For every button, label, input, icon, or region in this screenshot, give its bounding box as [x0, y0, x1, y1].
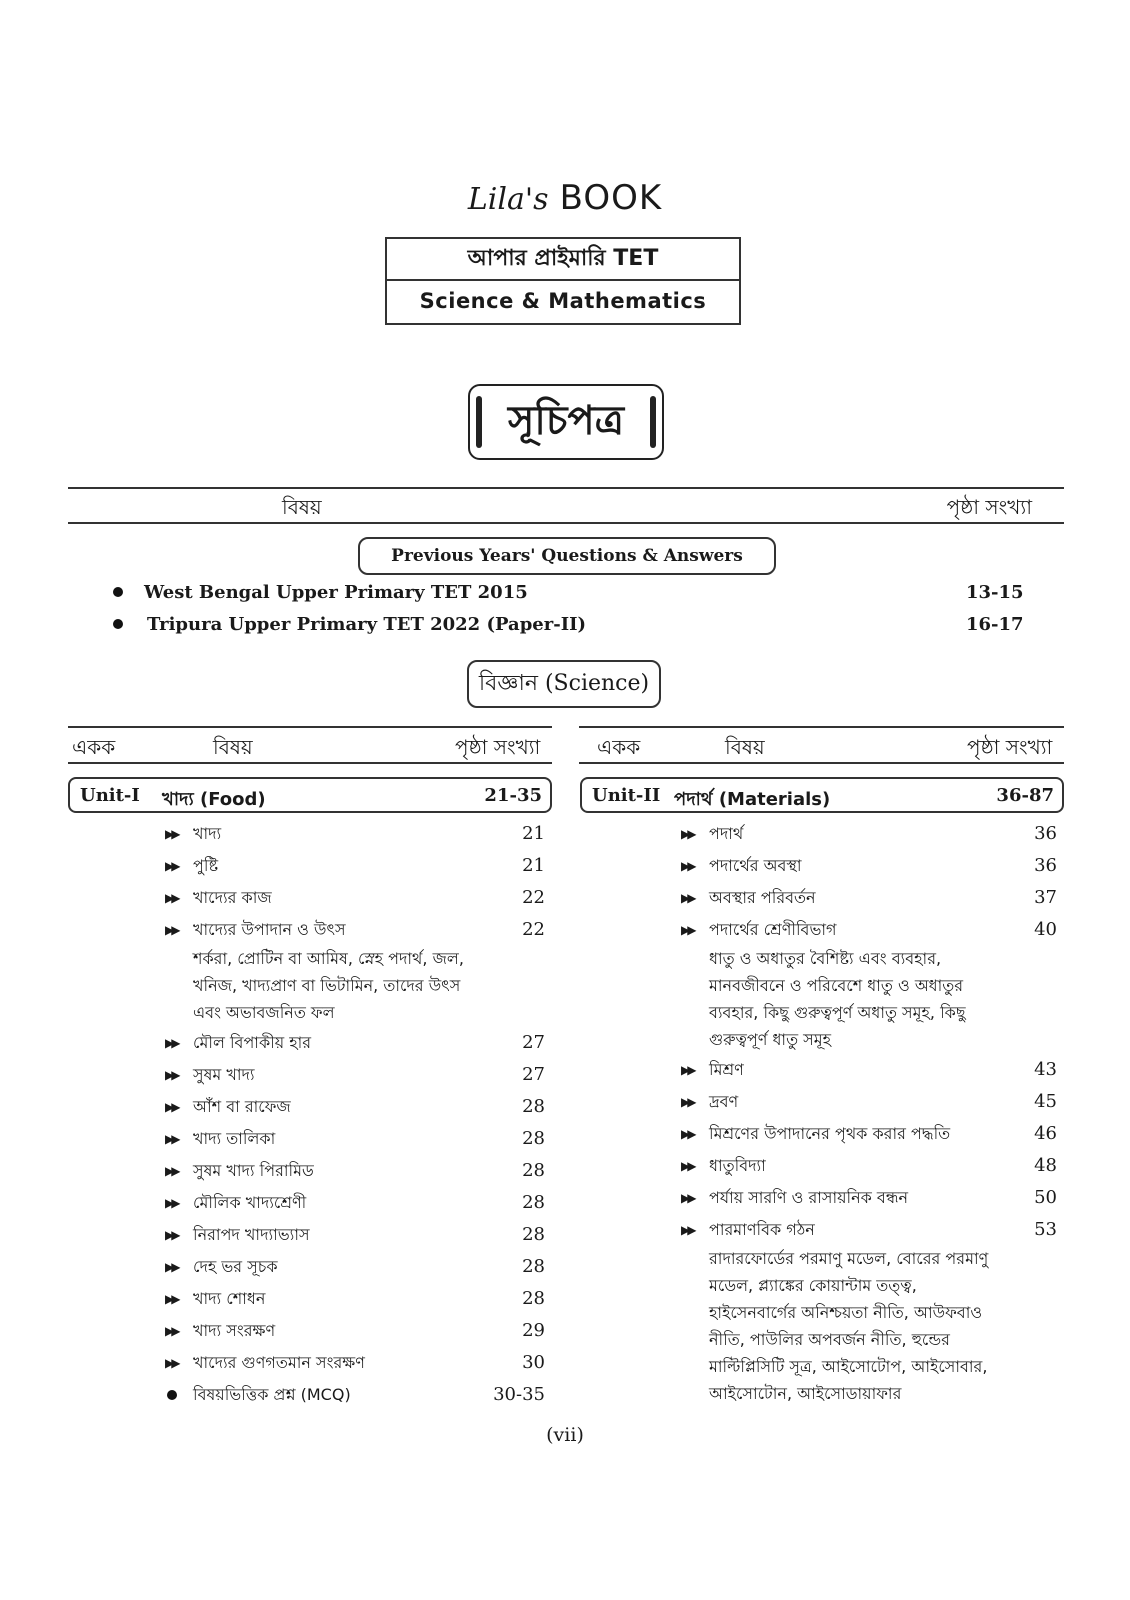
double-arrow-icon: ▶▶: [681, 1159, 694, 1173]
double-arrow-icon: ▶▶: [165, 1100, 178, 1114]
double-arrow-icon: ▶▶: [165, 1132, 178, 1146]
toc-entry-page: 30-35: [493, 1384, 545, 1405]
toc-entry-label: পুষ্টি: [193, 856, 219, 875]
toc-entry-description: ধাতু ও অধাতুর বৈশিষ্ট্য এবং ব্যবহার, মানবজীবনে ও পরিবেশে ধাতু ও অধাতুর ব্যবহার, কিছু গুরুত্বপূর্ণ অধাতু সমূহ, কিছু গুরুত্বপূর্ণ ধাতু সমূহ: [709, 949, 966, 1049]
left-col-header-bottom-rule: [68, 762, 552, 764]
right-col-header-subject: বিষয়: [725, 735, 765, 759]
double-arrow-icon: ▶▶: [165, 1036, 178, 1050]
left-col-header-subject: বিষয়: [213, 735, 253, 759]
toc-entry-page: 48: [1034, 1155, 1057, 1176]
double-arrow-icon: ▶▶: [681, 827, 694, 841]
double-arrow-icon: ▶▶: [165, 1196, 178, 1210]
left-col-header-top-rule: [68, 726, 552, 728]
toc-entry-label: খাদ্য: [193, 824, 222, 843]
unit-pages: 21-35: [484, 785, 542, 806]
toc-entry-page: 36: [1034, 823, 1057, 844]
double-arrow-icon: ▶▶: [165, 1164, 178, 1178]
toc-entry-label: মৌলিক খাদ্যশ্রেণী: [193, 1193, 307, 1212]
brand-word: BOOK: [559, 178, 663, 218]
double-arrow-icon: ▶▶: [165, 891, 178, 905]
toc-entry-label: বিষয়ভিত্তিক প্রশ্ন (MCQ): [193, 1385, 351, 1404]
double-arrow-icon: ▶▶: [681, 1127, 694, 1141]
toc-entry-page: 36: [1034, 855, 1057, 876]
prev-item-label: West Bengal Upper Primary TET 2015: [144, 582, 528, 603]
toc-entry-page: 28: [522, 1256, 545, 1277]
double-arrow-icon: ▶▶: [681, 1191, 694, 1205]
toc-entry-page: 28: [522, 1224, 545, 1245]
double-arrow-icon: ▶▶: [681, 1223, 694, 1237]
toc-entry-label: সুষম খাদ্য: [193, 1065, 255, 1084]
toc-entry-page: 21: [522, 855, 545, 876]
double-arrow-icon: ▶▶: [681, 859, 694, 873]
toc-entry-page: 21: [522, 823, 545, 844]
toc-entry-label: খাদ্যের গুণগতমান সংরক্ষণ: [193, 1353, 365, 1372]
toc-entry-label: খাদ্য সংরক্ষণ: [193, 1321, 276, 1340]
toc-entry-page: 37: [1034, 887, 1057, 908]
unit-id: Unit-I: [80, 785, 140, 806]
unit-id: Unit-II: [592, 785, 661, 806]
main-header-bottom-rule: [68, 522, 1064, 524]
toc-entry-label: খাদ্য তালিকা: [193, 1129, 276, 1148]
prev-item-bullet: [113, 619, 123, 629]
left-col-header-pages: পৃষ্ঠা সংখ্যা: [455, 735, 541, 759]
toc-entry-page: 53: [1034, 1219, 1057, 1240]
double-arrow-icon: ▶▶: [165, 1292, 178, 1306]
book-title-box: [385, 237, 741, 325]
toc-entry-page: 43: [1034, 1059, 1057, 1080]
toc-entry-label: অবস্থার পরিবর্তন: [709, 888, 816, 907]
prev-item-bullet: [113, 587, 123, 597]
double-arrow-icon: ▶▶: [165, 859, 178, 873]
toc-entry-page: 28: [522, 1288, 545, 1309]
science-section-heading: বিজ্ঞান (Science): [467, 660, 661, 708]
toc-entry-page: 28: [522, 1160, 545, 1181]
book-title-bengali: আপার প্রাইমারি TET: [387, 239, 739, 281]
main-header-subject: বিষয়: [282, 495, 322, 519]
toc-entry-label: আঁশ বা রাফেজ: [193, 1097, 291, 1116]
double-arrow-icon: ▶▶: [681, 1063, 694, 1077]
double-arrow-icon: ▶▶: [165, 1324, 178, 1338]
main-header-pages: পৃষ্ঠা সংখ্যা: [946, 495, 1032, 519]
toc-entry-page: 29: [522, 1320, 545, 1341]
page-number: (vii): [546, 1424, 584, 1446]
toc-entry-label: নিরাপদ খাদ্যাভ্যাস: [193, 1225, 310, 1244]
toc-entry-page: 50: [1034, 1187, 1057, 1208]
toc-entry-page: 45: [1034, 1091, 1057, 1112]
double-arrow-icon: ▶▶: [165, 1356, 178, 1370]
unit-name: পদার্থ (Materials): [674, 789, 831, 810]
toc-entry-label: পদার্থ: [709, 824, 744, 843]
prev-item-pages: 16-17: [966, 614, 1024, 635]
toc-entry-label: পারমাণবিক গঠন: [709, 1220, 815, 1239]
right-col-header-top-rule: [579, 726, 1064, 728]
toc-entry-label: সুষম খাদ্য পিরামিড: [193, 1161, 314, 1180]
toc-entry-label: পদার্থের অবস্থা: [709, 856, 802, 875]
right-col-header-unit: একক: [597, 735, 641, 759]
right-col-header-pages: পৃষ্ঠা সংখ্যা: [967, 735, 1053, 759]
toc-entry-description: রাদারফোর্ডের পরমাণু মডেল, বোরের পরমাণু মডেল, প্ল্যাঙ্কের কোয়ান্টাম তত্ত্ব, হাইসেনবার্গের অনিশ্চয়তা নীতি, আউফবাও নীতি, পাউলির অপবর্জন নীতি, হুন্ডের মাল্টিপ্লিসিটি সূত্র, আইসোটোপ, আইসোবার, আইসোটোন, আইসোডায়াফার: [709, 1249, 989, 1403]
double-arrow-icon: ▶▶: [165, 827, 178, 841]
double-arrow-icon: ▶▶: [165, 1228, 178, 1242]
toc-entry-label: খাদ্যের কাজ: [193, 888, 272, 907]
toc-entry-page: 28: [522, 1096, 545, 1117]
double-arrow-icon: ▶▶: [681, 923, 694, 937]
double-arrow-icon: ▶▶: [681, 1095, 694, 1109]
prev-item-label: Tripura Upper Primary TET 2022 (Paper-II): [147, 614, 587, 635]
toc-entry-page: 40: [1034, 919, 1057, 940]
bullet-dot-icon: [167, 1390, 177, 1400]
left-col-header-unit: একক: [72, 735, 116, 759]
unit-row: [68, 777, 552, 813]
toc-entry-label: দেহ ভর সূচক: [193, 1257, 278, 1276]
toc-entry-page: 28: [522, 1128, 545, 1149]
toc-entry-label: পদার্থের শ্রেণীবিভাগ: [709, 920, 837, 939]
book-title-english: Science & Mathematics: [419, 289, 707, 313]
toc-entry-page: 30: [522, 1352, 545, 1373]
toc-entry-page: 28: [522, 1192, 545, 1213]
unit-name: খাদ্য (Food): [162, 789, 266, 810]
toc-entry-label: মিশ্রণ: [709, 1060, 744, 1079]
toc-entry-page: 22: [522, 887, 545, 908]
toc-entry-label: মৌল বিপাকীয় হার: [193, 1033, 312, 1052]
prev-item-pages: 13-15: [966, 582, 1024, 603]
toc-entry-description: শর্করা, প্রোটিন বা আমিষ, স্নেহ পদার্থ, জল, খনিজ, খাদ্যপ্রাণ বা ভিটামিন, তাদের উৎস এবং অভাবজনিত ফল: [193, 949, 464, 1022]
double-arrow-icon: ▶▶: [681, 891, 694, 905]
toc-entry-label: পর্যায় সারণি ও রাসায়নিক বন্ধন: [709, 1188, 909, 1207]
toc-entry-label: খাদ্য শোধন: [193, 1289, 266, 1308]
unit-pages: 36-87: [996, 785, 1054, 806]
double-arrow-icon: ▶▶: [165, 1260, 178, 1274]
toc-entry-label: মিশ্রণের উপাদানের পৃথক করার পদ্ধতি: [709, 1124, 951, 1143]
brand-logo: [0, 178, 1130, 218]
unit-row: [580, 777, 1064, 813]
double-arrow-icon: ▶▶: [165, 1068, 178, 1082]
toc-entry-label: ধাতুবিদ্যা: [709, 1156, 766, 1175]
previous-years-heading: Previous Years' Questions & Answers: [358, 537, 776, 575]
main-header-top-rule: [68, 487, 1064, 489]
toc-entry-page: 27: [522, 1032, 545, 1053]
toc-entry-page: 46: [1034, 1123, 1057, 1144]
brand-script: Lila's: [467, 182, 549, 217]
double-arrow-icon: ▶▶: [165, 923, 178, 937]
right-col-header-bottom-rule: [579, 762, 1064, 764]
toc-entry-page: 22: [522, 919, 545, 940]
toc-entry-label: খাদ্যের উপাদান ও উৎস: [193, 920, 346, 939]
toc-entry-page: 27: [522, 1064, 545, 1085]
contents-heading: সূচিপত্র: [468, 384, 664, 460]
toc-entry-label: দ্রবণ: [709, 1092, 739, 1111]
